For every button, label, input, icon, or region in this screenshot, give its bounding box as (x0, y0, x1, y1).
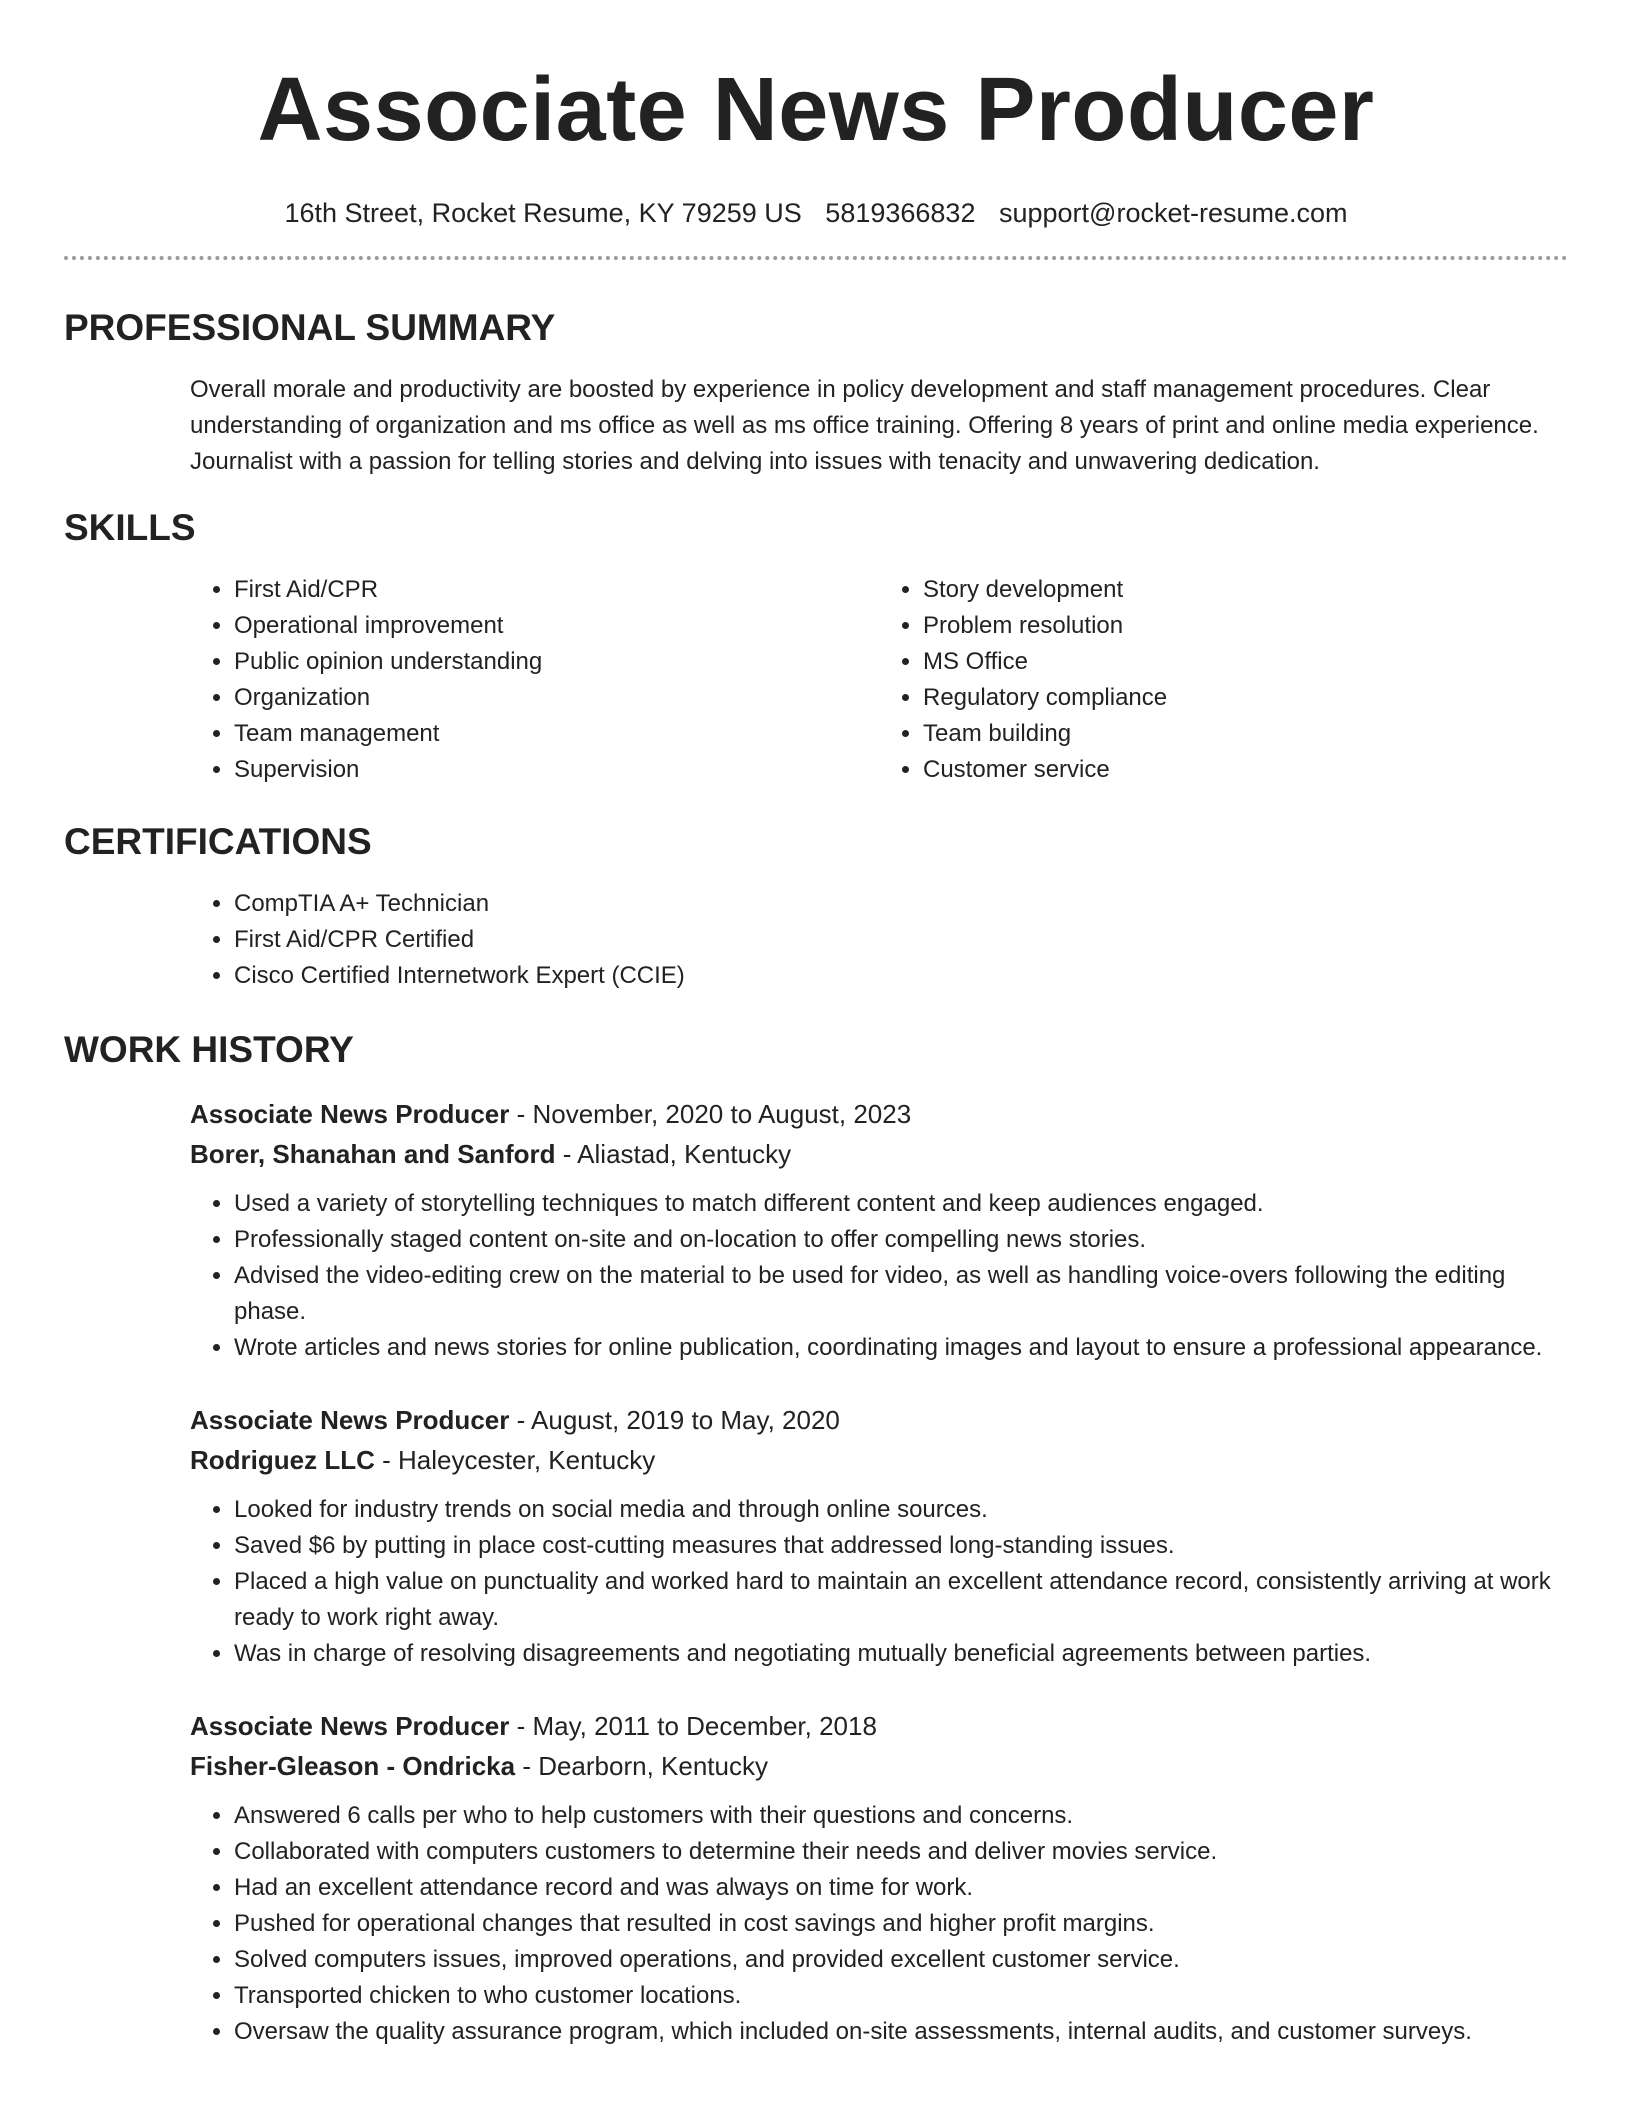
job-bullet: • Used a variety of storytelling techniques to match different content and keep audiences engaged. (234, 1186, 1568, 1222)
job-entry (190, 1400, 1568, 1672)
job-company-line (190, 1440, 1568, 1480)
job-title-line (190, 1094, 1568, 1134)
skill-item: • Team building (923, 716, 1568, 752)
job-company: Rodriguez LLC (190, 1445, 375, 1475)
job-bullet: • Advised the video-editing crew on the material to be used for video, as well as handling voice-overs following the editing phase. (234, 1258, 1568, 1330)
skills-section (64, 506, 1568, 788)
job-bullet: • Oversaw the quality assurance program, which included on-site assessments, internal audits, and customer surveys. (234, 2014, 1568, 2050)
job-bullet: • Transported chicken to who customer locations. (234, 1978, 1568, 2014)
candidate-name: Associate News Producer (257, 60, 1375, 160)
skill-item: • Team management (234, 716, 879, 752)
resume-header (64, 0, 1568, 260)
skill-item: • Problem resolution (923, 608, 1568, 644)
job-entry (190, 1706, 1568, 2050)
job-bullet: • Pushed for operational changes that resulted in cost savings and higher profit margins. (234, 1906, 1568, 1942)
job-bullet: • Collaborated with computers customers to determine their needs and deliver movies service. (234, 1834, 1568, 1870)
job-company-line (190, 1134, 1568, 1174)
certification-item: • First Aid/CPR Certified (234, 922, 1568, 958)
job-location: - Haleycester, Kentucky (374, 1445, 656, 1475)
certifications-title: CERTIFICATIONS (64, 821, 372, 862)
job-bullet: • Was in charge of resolving disagreements and negotiating mutually beneficial agreements between parties. (234, 1636, 1568, 1672)
summary-text: Overall morale and productivity are boosted by experience in policy development and staff management procedures. Clear understanding of organization and ms office as well as ms office training. Offering 8 years of print and online media experience. Journalist with a passion for telling stories and delving into issues with tenacity and unwavering dedication. (190, 376, 1539, 475)
contact-phone: 5819366832 (825, 198, 976, 228)
job-bullet: • Answered 6 calls per who to help customers with their questions and concerns. (234, 1798, 1568, 1834)
skill-item: • Organization (234, 680, 879, 716)
work-history-title: WORK HISTORY (64, 1029, 354, 1070)
skill-item: • First Aid/CPR (234, 572, 879, 608)
certification-item: • CompTIA A+ Technician (234, 886, 1568, 922)
job-location: - Aliastad, Kentucky (555, 1139, 792, 1169)
contact-email: support@rocket-resume.com (998, 198, 1348, 228)
skill-item: • Story development (923, 572, 1568, 608)
job-title-line (190, 1400, 1568, 1440)
summary-section (64, 306, 1568, 480)
job-bullet: • Professionally staged content on-site and on-location to offer compelling news stories. (234, 1222, 1568, 1258)
header-divider (64, 256, 1568, 260)
job-role: Associate News Producer (190, 1711, 510, 1741)
job-company: Fisher-Gleason - Ondricka (190, 1751, 516, 1781)
skills-list-left (190, 572, 879, 788)
certifications-section (64, 820, 1568, 994)
job-dates: - May, 2011 to December, 2018 (509, 1711, 877, 1741)
certifications-list (190, 886, 1568, 994)
skill-item: • Operational improvement (234, 608, 879, 644)
job-bullets (190, 1492, 1568, 1672)
job-bullet: • Saved $6 by putting in place cost-cutting measures that addressed long-standing issues. (234, 1528, 1568, 1564)
job-bullets (190, 1186, 1568, 1366)
skill-item: • MS Office (923, 644, 1568, 680)
job-role: Associate News Producer (190, 1405, 510, 1435)
skills-list-right (879, 572, 1568, 788)
job-role: Associate News Producer (190, 1099, 510, 1129)
job-bullet: • Looked for industry trends on social media and through online sources. (234, 1492, 1568, 1528)
certification-item: • Cisco Certified Internetwork Expert (CCIE) (234, 958, 1568, 994)
job-bullets (190, 1798, 1568, 2050)
job-entry (190, 1094, 1568, 1366)
job-bullet: • Had an excellent attendance record and was always on time for work. (234, 1870, 1568, 1906)
job-bullet: • Solved computers issues, improved operations, and provided excellent customer service. (234, 1942, 1568, 1978)
job-title-line (190, 1706, 1568, 1746)
job-company: Borer, Shanahan and Sanford (190, 1139, 556, 1169)
job-dates: - August, 2019 to May, 2020 (509, 1405, 840, 1435)
work-history-section (64, 1028, 1568, 2050)
job-dates: - November, 2020 to August, 2023 (509, 1099, 912, 1129)
summary-title: PROFESSIONAL SUMMARY (64, 307, 556, 348)
skill-item: • Supervision (234, 752, 879, 788)
job-company-line (190, 1746, 1568, 1786)
skill-item: • Regulatory compliance (923, 680, 1568, 716)
job-bullet: • Placed a high value on punctuality and worked hard to maintain an excellent attendance record, consistently arriving at work ready to work right away. (234, 1564, 1568, 1636)
skill-item: • Customer service (923, 752, 1568, 788)
skill-item: • Public opinion understanding (234, 644, 879, 680)
job-bullet: • Wrote articles and news stories for online publication, coordinating images and layout to ensure a professional appearance. (234, 1330, 1568, 1366)
contact-line (64, 196, 1568, 230)
skills-title: SKILLS (64, 507, 196, 548)
job-location: - Dearborn, Kentucky (515, 1751, 768, 1781)
contact-address: 16th Street, Rocket Resume, KY 79259 US (284, 198, 802, 228)
